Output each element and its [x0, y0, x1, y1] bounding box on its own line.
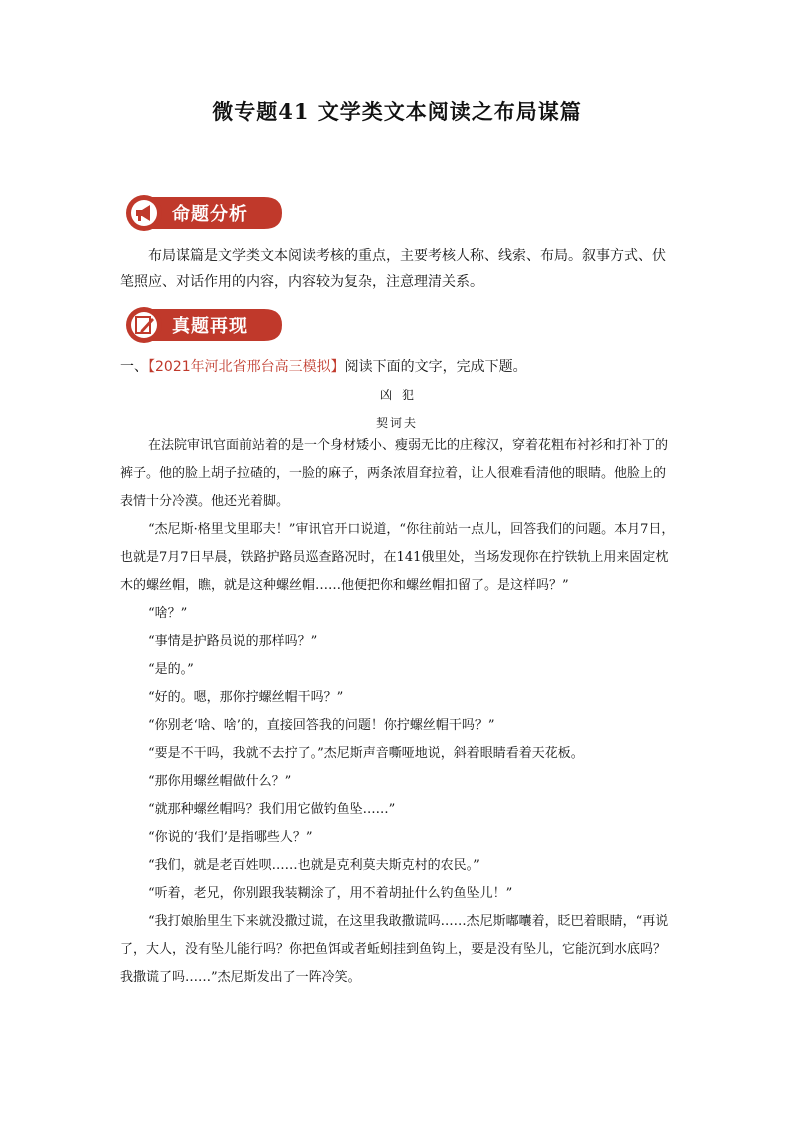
question-instruction: 阅读下面的文字，完成下题。 [344, 359, 527, 375]
story-paragraph: “那你用螺丝帽做什么？” [148, 774, 292, 789]
story-author: 契诃夫 [375, 416, 418, 430]
story-paragraph: 在法院审讯官面前站着的是一个身材矮小、瘦弱无比的庄稼汉，穿着花粗布衬衫和打补丁的裤子。他的脸上胡子拉碴的，一脸的麻子，两条浓眉耷拉着，让人很难看清他的眼睛。他脸上的表情十分冷漠。他还光着脚。 [120, 438, 669, 509]
story-paragraph: “你别老‘啥、啥’的，直接回答我的问题！你拧螺丝帽干吗？” [148, 718, 495, 733]
question-number: 一、 [120, 359, 148, 375]
intro-paragraph: 布局谋篇是文学类文本阅读考核的重点，主要考核人称、线索、布局。叙事方式、伏笔照应、对话作用的内容，内容较为复杂，注意理清关系。 [120, 248, 666, 290]
story-paragraph: “事情是护路员说的那样吗？” [148, 634, 318, 649]
story-paragraph: “杰尼斯·格里戈里耶夫！”审讯官开口说道，“你往前站一点儿，回答我们的问题。本月7日，也就是7月7日早晨，铁路护路员巡查路况时，在141俄里处，当场发现你在拧铁轨上用来固定枕木的螺丝帽，瞧，就是这种螺丝帽……他便把你和螺丝帽扣留了。是这样吗？” [120, 522, 675, 593]
question-header [120, 356, 680, 378]
story-paragraph: “好的。嗯，那你拧螺丝帽干吗？” [148, 690, 344, 705]
story-paragraph: “就那种螺丝帽吗？我们用它做钓鱼坠……” [148, 802, 396, 817]
page-title: 微专题41 文学类文本阅读之布局谋篇 [212, 99, 582, 124]
story-paragraph: “你说的‘我们’是指哪些人？” [148, 830, 313, 845]
section-banner-real-exam [124, 305, 284, 343]
story-paragraph: “我打娘胎里生下来就没撒过谎，在这里我敢撒谎吗……杰尼斯嘟囔着，眨巴着眼睛，“再说了，大人，没有坠儿能行吗？你把鱼饵或者蚯蚓挂到鱼钩上，要是没有坠儿，它能沉到水底吗？我撒谎了吗……”杰尼斯发出了一阵冷笑。 [120, 914, 669, 985]
story-paragraph: “听着，老兄，你别跟我装糊涂了，用不着胡扯什么钓鱼坠儿！” [148, 886, 513, 901]
section-label-analysis: 命题分析 [172, 204, 248, 225]
question-source: 【2021年河北省邢台高三模拟】 [148, 359, 345, 375]
story-paragraph: “要是不干吗，我就不去拧了。”杰尼斯声音嘶哑地说，斜着眼睛看着天花板。 [148, 746, 584, 761]
story-title: 凶犯 [379, 388, 424, 402]
section-banner-analysis [124, 193, 284, 231]
pencil-edit-icon [124, 305, 164, 345]
story-paragraph: “是的。” [148, 662, 194, 677]
megaphone-icon [124, 193, 164, 233]
story-body [120, 432, 676, 992]
section-label-real-exam: 真题再现 [172, 316, 248, 337]
story-paragraph: “我们，就是老百姓呗……也就是克利莫夫斯克村的农民。” [148, 858, 480, 873]
story-paragraph: “啥？” [148, 606, 188, 621]
